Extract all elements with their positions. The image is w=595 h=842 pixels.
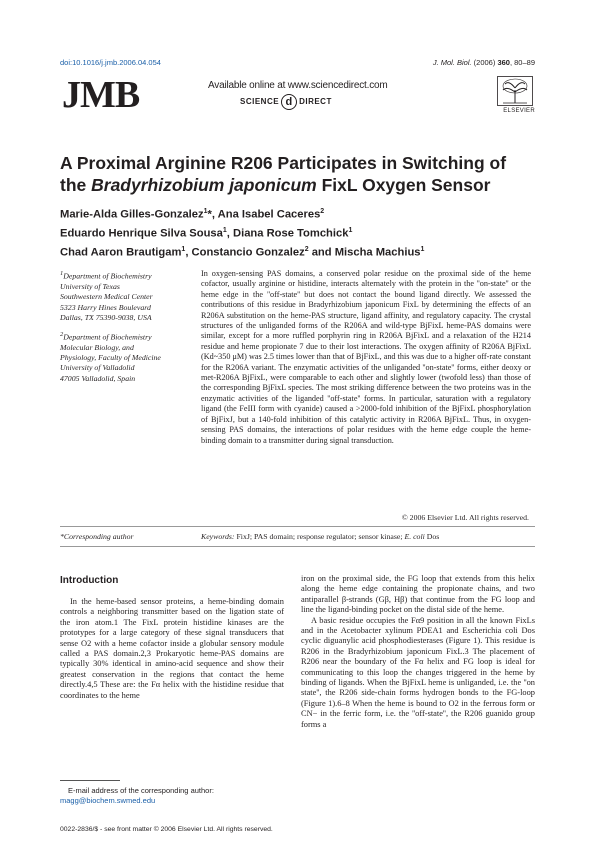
affiliations [60, 269, 190, 390]
journal-logo: JMB [62, 74, 140, 116]
divider [60, 526, 535, 527]
author-list: Marie-Alda Gilles-Gonzalez$^1$*, Ana Isabel Caceres$^2$ Eduardo Henrique Silva Sousa$^1$, Diana Rose Tomchick$^1$ Chad Aaron Brautigam$^1$, Constancio Gonzalez$^2$ and Mischa Machius$^1$ [60, 208, 425, 260]
abstract-text: In oxygen-sensing PAS domains, a conserved polar residue on the proximal side of the heme cofactor, usually arginine or histidine, interacts alternately with the protein in the ''on-state'' or the heme edge in the ''off-state'' but does not contact the bound ligand directly. We assessed the contributions of this residue in Bradyrhizobium japonicum FixL by determining the effects of an R206A substitution on the heme-PAS structure, ligand affinity, and regulatory capacity. The crystal structures of the unliganded forms of the R206A and wild-type BjFixL heme-PAS domains were similar, except for a more ruffled porphyrin ring in R206A BjFixL and a relaxation of the H214 residue and heme propionate 7 due to their lost interactions. The oxygen affinity of R206A BjFixL (Kd~350 μM) was 2.5 times lower than that of BjFixL, and this was due to a higher off-rate constant for the R206A variant. The enzymatic activities of the unliganded ''on-state'' forms, either deoxy or met-R206A BjFixL, were comparable to each other and slightly lower (twofold less) than those of the corresponding BjFixL species. The most striking difference between the two proteins was in the enzymatic activities of the liganded ''off-state'' forms. In particular, saturation with a regulatory ligand (the FeIII form with cyanide) caused a >2000-fold inhibition of the BjFixL phosphorylation of BjFixJ, but a 140-fold inhibition of this catalytic activity in R206A BjFixL. Thus, in oxygen-sensing PAS domains, the interactions of polar residues with the heme edge couple the heme-binding domain to a transmitter during signal transduction. [201, 269, 531, 445]
abstract-copyright: © 2006 Elsevier Ltd. All rights reserved. [401, 513, 529, 522]
article-title: A Proximal Arginine R206 Participates in Switching of the Bradyrhizobium japonicum FixL Oxygen Sensor [60, 153, 507, 195]
front-matter-line: 0022-2836/$ - see front matter © 2006 Elsevier Ltd. All rights reserved. [60, 826, 273, 833]
elsevier-tree-icon [497, 76, 533, 106]
affiliation-1: $^1$Department of Biochemistry University of Texas Southwestern Medical Center 5323 Harry Hines Boulevard Dallas, TX 75390-9038, USA [60, 270, 153, 323]
footnote-rule [60, 780, 120, 781]
publisher-name: ELSEVIER [503, 108, 535, 114]
doi-link[interactable]: doi:10.1016/j.jmb.2006.04.054 [60, 58, 161, 67]
body-column-right: iron on the proximal side, the FG loop that extends from this helix along the heme edge containing the propionate chains, and two antiparallel β-strands (Gβ, Hβ) that continue from the FG loop and line the ligand-binding pocket on the distal side of the heme. A basic residue occupies the Fα9 position in all the known FixLs and in the Acetobacter xylinum PDEA1 and Escherichia coli Dos cyclic diguanylic acid phosphodiesterases (Figure 1). This residue is R206 in the Bradyrhizobium japonicum FixL.3 The placement of R206 near the boundary of the Fα helix and FG loop is ideal for communicating to this loop the changes triggered in the heme by binding of ligands. When the BjFixL heme is unliganded, i.e. the ''on state'', the R206 side-chain forms hydrogen bonds to the FG-loop (Figure 1).6–8 When the heme is bound to O2 in the ferrous form or CN− in the ferric form, i.e. the ''off-state'', the R206 guanido group forms a [301, 574, 535, 729]
section-heading-introduction: Introduction [60, 575, 119, 586]
sciencedirect-logo: SCIENCE d DIRECT [240, 96, 332, 108]
keywords: Keywords: FixJ; PAS domain; response regulator; sensor kinase; E. coli Dos [201, 532, 440, 541]
body-column-left: In the heme-based sensor proteins, a heme-binding domain controls a neighboring transmitter based on the ligation state of the iron atom.1 The FixL protein histidine kinases are the prototypes for a large category of these signal transducers that sense O2 with a heme cofactor inside a globular sensory module called a PAS domain.2,3 Prokaryotic heme-PAS domains are typically 30% identical in amino-acid sequence and show their greatest conservation in the regions that contact the heme directly.4,5 These are: the Fα helix with the histidine residue that coordinates to the heme [60, 597, 284, 700]
divider [60, 546, 535, 547]
email-link[interactable]: magg@biochem.swmed.edu [60, 796, 156, 805]
journal-citation: J. Mol. Biol. (2006) 360, 80–89 [432, 58, 535, 67]
affiliation-2: $^2$Department of Biochemistry Molecular Biology, and Physiology, Faculty of Medicine University of Valladolid 47005 Valladolid, Spain [60, 330, 161, 383]
available-online-text: Available online at www.sciencedirect.com [208, 80, 388, 91]
footnote: E-mail address of the corresponding author: magg@biochem.swmed.edu [60, 786, 214, 805]
corresponding-author-note: *Corresponding author [60, 532, 134, 541]
